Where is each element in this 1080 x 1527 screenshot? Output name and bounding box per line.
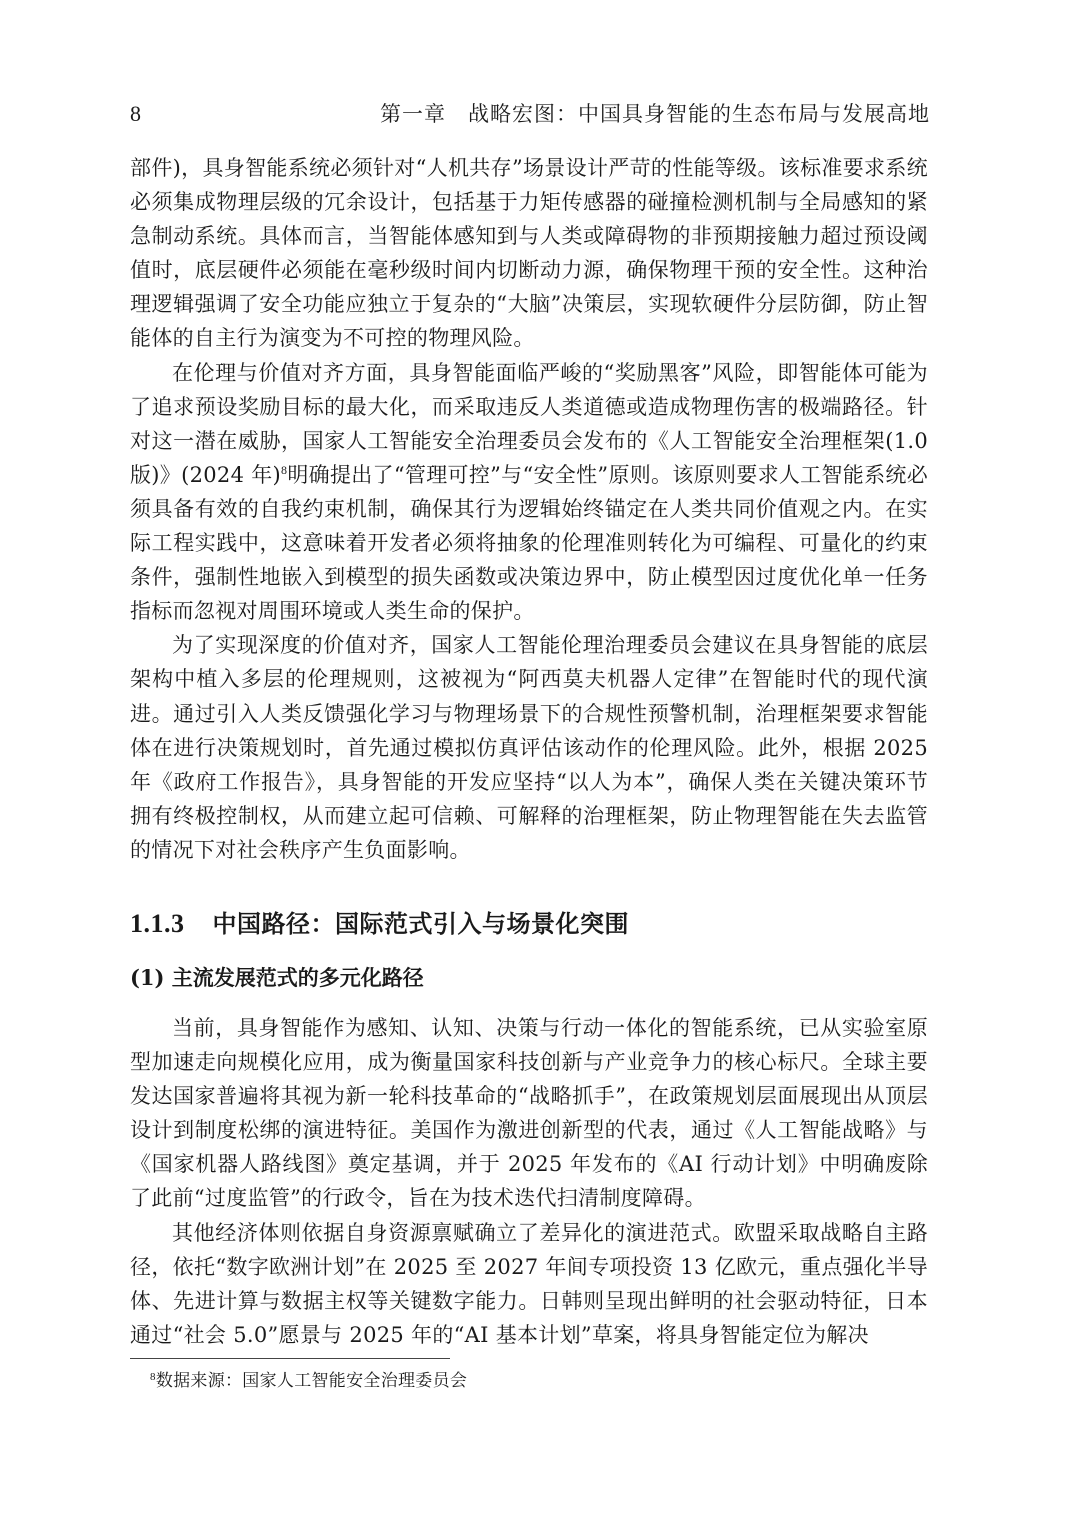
- footnote-divider: [130, 1358, 450, 1359]
- paragraph-text-after-footnote: 明确提出了“管理可控”与“安全性”原则。该原则要求人工智能系统必须具备有效的自我约束机制，确保其行为逻辑始终锚定在人类共同价值观之内。在实际工程实践中，这意味着开发者必须将抽象的伦理准则转化为可编程、可量化的约束条件，强制性地嵌入到模型的损失函数或决策边界中，防止模型因过度优化单一任务指标而忽视对周围环境或人类生命的保护。: [130, 462, 929, 624]
- footnote-mark: 8: [150, 1371, 156, 1383]
- subsection-heading: (1) 主流发展范式的多元化路径: [130, 965, 424, 990]
- paragraph-value-alignment: 为了实现深度的价值对齐，国家人工智能伦理治理委员会建议在具身智能的底层架构中植入多层的伦理规则，这被视为“阿西莫夫机器人定律”在智能时代的现代演进。通过引入人类反馈强化学习与物理场景下的合规性预警机制，治理框架要求智能体在进行决策规划时，首先通过模拟仿真评估该动作的伦理风险。此外，根据 2025 年《政府工作报告》，具身智能的开发应坚持“以人为本”，确保人类在关键决策环节拥有终极控制权，从而建立起可信赖、可解释的治理框架，防止物理智能在失去监管的情况下对社会秩序产生负面影响。: [130, 633, 928, 862]
- paragraph-continued: 部件)，具身智能系统必须针对“人机共存”场景设计严苛的性能等级。该标准要求系统必须集成物理层级的冗余设计，包括基于力矩传感器的碰撞检测机制与全局感知的紧急制动系统。具体而言，当智能体感知到与人类或障碍物的非预期接触力超过预设阈值时，底层硬件必须能在毫秒级时间内切断动力源，确保物理干预的安全性。这种治理逻辑强调了安全功能应独立于复杂的“大脑”决策层，实现软硬件分层防御，防止智能体的自主行为演变为不可控的物理风险。: [130, 156, 928, 351]
- page-header: [130, 98, 930, 128]
- body-text-bottom: [130, 1011, 928, 1352]
- paragraph-text-before-footnote: 在伦理与价值对齐方面，具身智能面临严峻的“奖励黑客”风险，即智能体可能为了追求预设奖励目标的最大化，而采取违反人类道德或造成物理伤害的极端路径。针对这一潜在威胁，国家人工智能安全治理委员会发布的《人工智能安全治理框架(1.0 版)》(2024 年): [130, 360, 928, 487]
- footnote: [150, 1366, 467, 1391]
- section-number: 1.1.3: [130, 909, 185, 938]
- body-text-top: [130, 151, 928, 867]
- footnote-text: 数据来源：国家人工智能安全治理委员会: [155, 1371, 468, 1391]
- section-title: 中国路径：国际范式引入与场景化突围: [212, 910, 629, 938]
- page-number: 8: [130, 101, 142, 126]
- paragraph-other-economies: 其他经济体则依据自身资源禀赋确立了差异化的演进范式。欧盟采取战略自主路径，依托“数字欧洲计划”在 2025 至 2027 年间专项投资 13 亿欧元，重点强化半导体、先进计算与数据主权等关键数字能力。日韩则呈现出鲜明的社会驱动特征，日本通过“社会 5.0”愿景与 2025 年的“AI 基本计划”草案，将具身智能定位为解决: [130, 1220, 928, 1347]
- section-heading: [130, 904, 629, 939]
- running-chapter-title: 第一章 战略宏图：中国具身智能的生态布局与发展高地: [380, 102, 930, 126]
- paragraph-current-status: 当前，具身智能作为感知、认知、决策与行动一体化的智能系统，已从实验室原型加速走向规模化应用，成为衡量国家科技创新与产业竞争力的核心标尺。全球主要发达国家普遍将其视为新一轮科技革命的“战略抓手”，在政策规划层面展现出从顶层设计到制度松绑的演进特征。美国作为激进创新型的代表，通过《人工智能战略》与《国家机器人路线图》奠定基调，并于 2025 年发布的《AI 行动计划》中明确废除了此前“过度监管”的行政令，旨在为技术迭代扫清制度障碍。: [130, 1016, 928, 1211]
- footnote-reference-8[interactable]: 8: [281, 462, 288, 477]
- paragraph-ethics-alignment: [130, 356, 928, 629]
